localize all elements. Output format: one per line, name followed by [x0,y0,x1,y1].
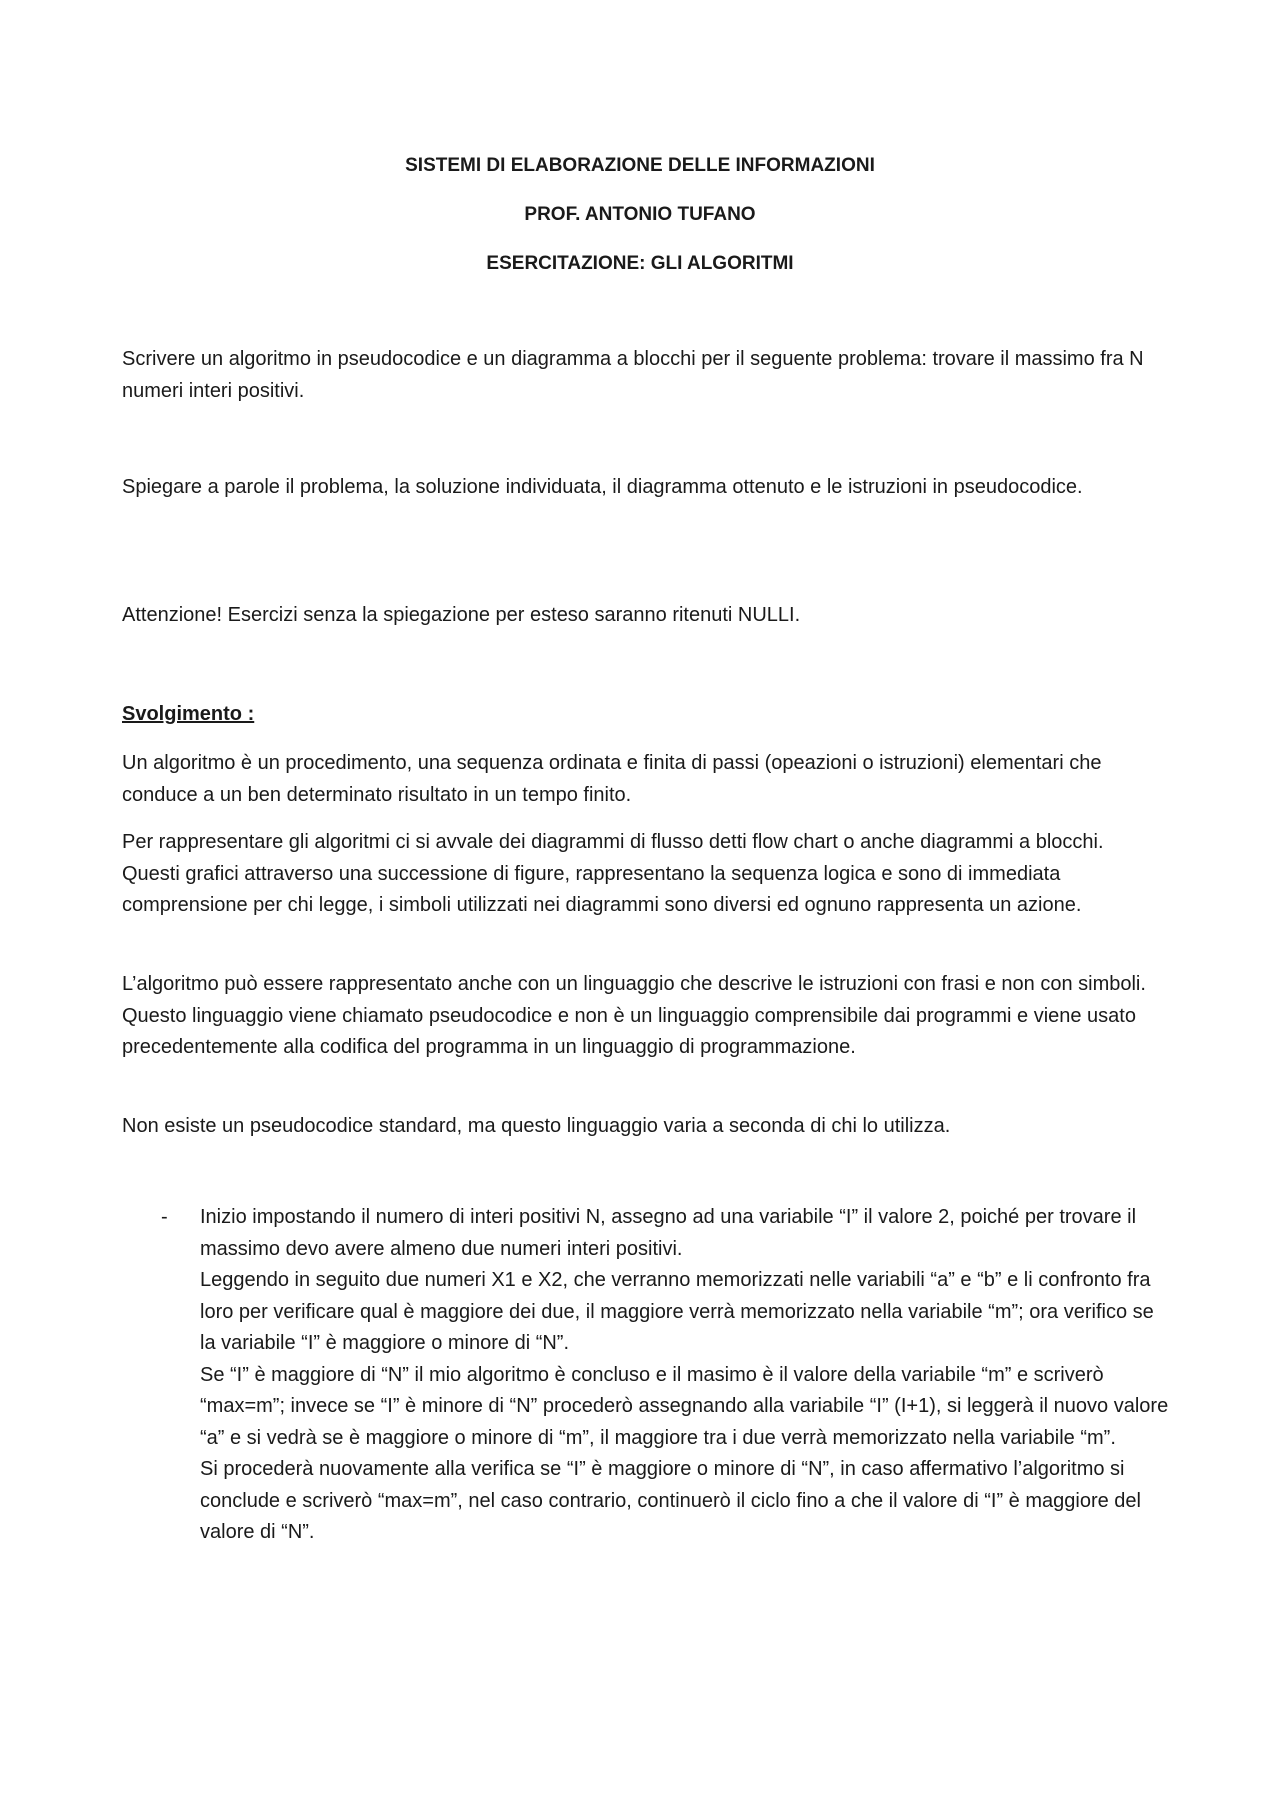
exercise-title: ESERCITAZIONE: GLI ALGORITMI [486,253,794,274]
professor-name: PROF. ANTONIO TUFANO [524,204,756,225]
assignment-warning: Attenzione! Esercizi senza la spiegazione per esteso saranno ritenuti NULLI. [122,604,801,626]
bullet-item [200,1202,1170,1549]
solution-paragraph: Non esiste un pseudocodice standard, ma questo linguaggio varia a seconda di chi lo utilizza. [122,1115,951,1137]
solution-paragraph: Per rappresentare gli algoritmi ci si avvale dei diagrammi di flusso detti flow chart o anche diagrammi a blocchi. Questi grafici attraverso una successione di figure, rappresentano la sequenza logica e sono di immediata comprensione per chi legge, i simboli utilizzati nei diagrammi sono diversi ed ognuno rappresenta un azione. [122,831,1104,916]
solution-paragraph: L’algoritmo può essere rappresentato anche con un linguaggio che descrive le istruzioni con frasi e non con simboli. Questo linguaggio viene chiamato pseudocodice e non è un linguaggio comprensibile dai programmi e viene usato precedentemente alla codifica del programma in un linguaggio di programmazione. [122,973,1146,1058]
solution-title: Svolgimento : [122,703,255,725]
bullet-line: Si procederà nuovamente alla verifica se “I” è maggiore o minore di “N”, in caso affermativo l’algoritmo si conclude e scriverò “max=m”, nel caso contrario, continuerò il ciclo fino a che il valore di “I” è maggiore del valore di “N”. [200,1458,1141,1543]
assignment-task: Scrivere un algoritmo in pseudocodice e un diagramma a blocchi per il seguente problema: trovare il massimo fra N numeri interi positivi. [122,348,1144,402]
solution-paragraph: Un algoritmo è un procedimento, una sequenza ordinata e finita di passi (opeazioni o istruzioni) elementari che conduce a un ben determinato risultato in un tempo finito. [122,752,1102,806]
course-title: SISTEMI DI ELABORAZIONE DELLE INFORMAZIONI [405,155,875,176]
bullet-line: Inizio impostando il numero di interi positivi N, assegno ad una variabile “I” il valore 2, poiché per trovare il massimo devo avere almeno due numeri interi positivi. [200,1206,1137,1260]
assignment-explain: Spiegare a parole il problema, la soluzione individuata, il diagramma ottenuto e le istruzioni in pseudocodice. [122,476,1083,498]
bullet-marker: - [161,1206,168,1228]
bullet-line: Se “I” è maggiore di “N” il mio algoritmo è concluso e il masimo è il valore della variabile “m” e scriverò “max=m”; invece se “I” è minore di “N” procederò assegnando alla variabile “I” (I+1), si leggerà il nuovo valore “a” e si vedrà se è maggiore o minore di “m”, il maggiore tra i due verrà memorizzato nella variabile “m”. [200,1363,1169,1449]
bullet-line: Leggendo in seguito due numeri X1 e X2, che verranno memorizzati nelle variabili “a” e “b” e li confronto fra loro per verificare qual è maggiore dei due, il maggiore verrà memorizzato nella variabile “m”; ora verifico se la variabile “I” è maggiore o minore di “N”. [200,1269,1154,1354]
